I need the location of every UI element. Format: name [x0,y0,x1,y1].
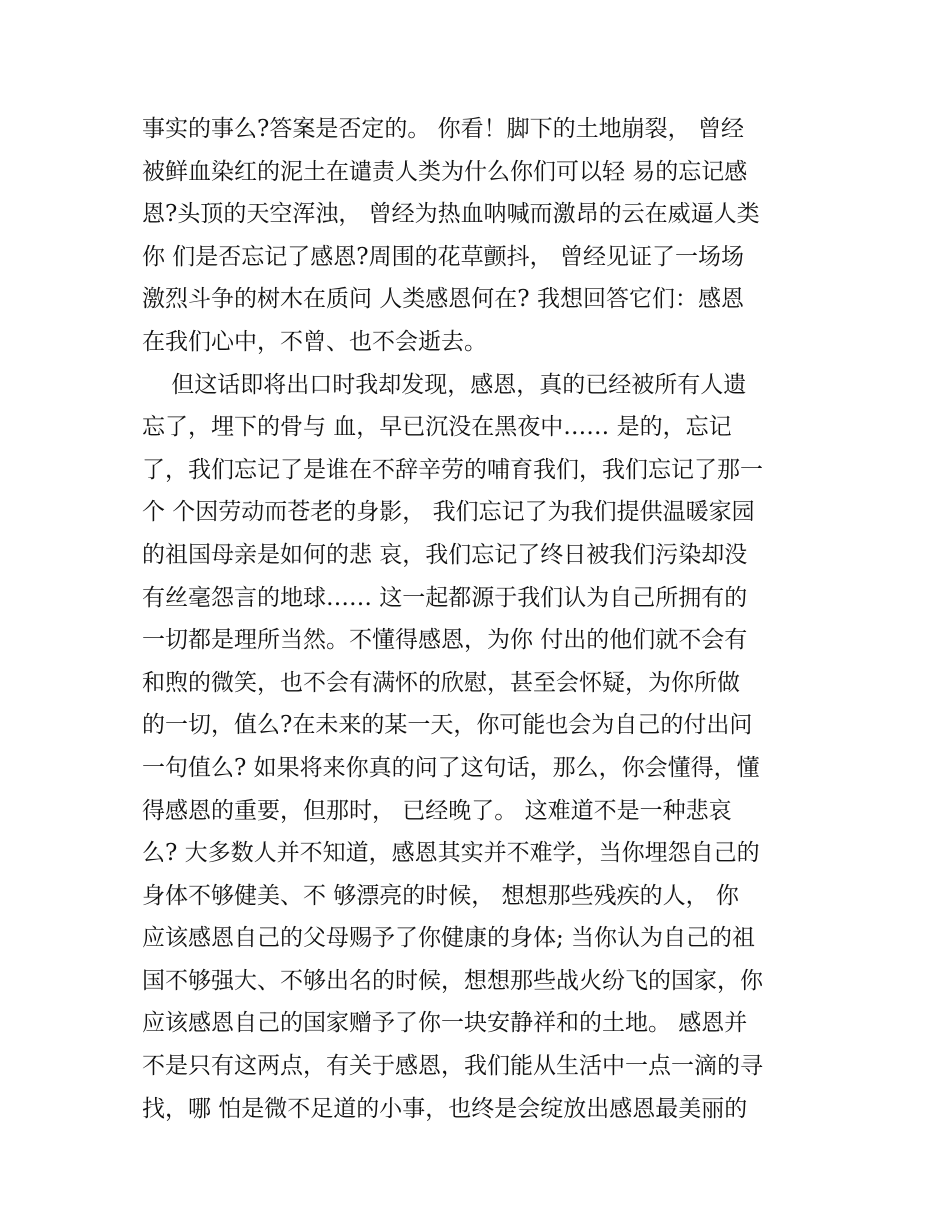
text-line: 应该感恩自己的父母赐予了你健康的身体; 当你认为自己的祖 [142,925,756,952]
text-line: 不是只有这两点，有关于感恩，我们能从生活中一点一滴的寻 [142,1053,763,1080]
text-line: 的祖国母亲是如何的悲 哀，我们忘记了终日被我们污染却没 [142,541,748,568]
text-line: 激烈斗争的树木在质问 人类感恩何在? 我想回答它们：感恩 [142,286,744,313]
text-line: 一切都是理所当然。不懂得感恩，为你 付出的他们就不会有 [142,627,748,654]
text-line: 国不够强大、不够出名的时候，想想那些战火纷飞的国家，你 [142,967,763,994]
text-line: 么? 大多数人并不知道，感恩其实并不难学，当你埋怨自己的 [142,840,760,867]
text-line: 恩?头顶的天空浑浊， 曾经为热血呐喊而激昂的云在威逼人类 [142,201,760,228]
text-line: 的一切，值么?在未来的某一天，你可能也会为自己的付出问 [142,712,753,739]
text-line: 被鲜血染红的泥土在谴责人类为什么你们可以轻 易的忘记感 [142,158,748,185]
text-line: 但这话即将出口时我却发现，感恩，真的已经被所有人遗 [142,371,747,398]
text-line: 应该感恩自己的国家赠予了你一块安静祥和的土地。 感恩并 [142,1010,748,1037]
text-line: 你 们是否忘记了感恩?周围的花草颤抖， 曾经见证了一场场 [142,243,744,270]
text-line: 找，哪 怕是微不足道的小事，也终是会绽放出感恩最美丽的 [142,1095,748,1122]
text-line: 在我们心中，不曾、也不会逝去。 [142,328,487,355]
text-line: 个 个因劳动而苍老的身影， 我们忘记了为我们提供温暖家园 [142,499,755,526]
text-line: 和煦的微笑，也不会有满怀的欣慰，甚至会怀疑，为你所做 [142,669,740,696]
text-line: 身体不够健美、不 够漂亮的时候， 想想那些残疾的人， 你 [142,882,739,909]
text-line: 忘了，埋下的骨与 血，早已沉没在黑夜中…… 是的，忘记 [142,414,732,441]
text-line: 有丝毫怨言的地球…… 这一起都源于我们认为自己所拥有的 [142,584,748,611]
document-body [142,108,822,1130]
text-line: 得感恩的重要，但那时， 已经晚了。 这难道不是一种悲哀 [142,797,732,824]
text-line: 一句值么? 如果将来你真的问了这句话，那么，你会懂得，懂 [142,754,760,781]
text-line: 了，我们忘记了是谁在不辞辛劳的哺育我们，我们忘记了那一 [142,456,763,483]
text-line: 事实的事么?答案是否定的。 你看！脚下的土地崩裂， 曾经 [142,116,744,142]
